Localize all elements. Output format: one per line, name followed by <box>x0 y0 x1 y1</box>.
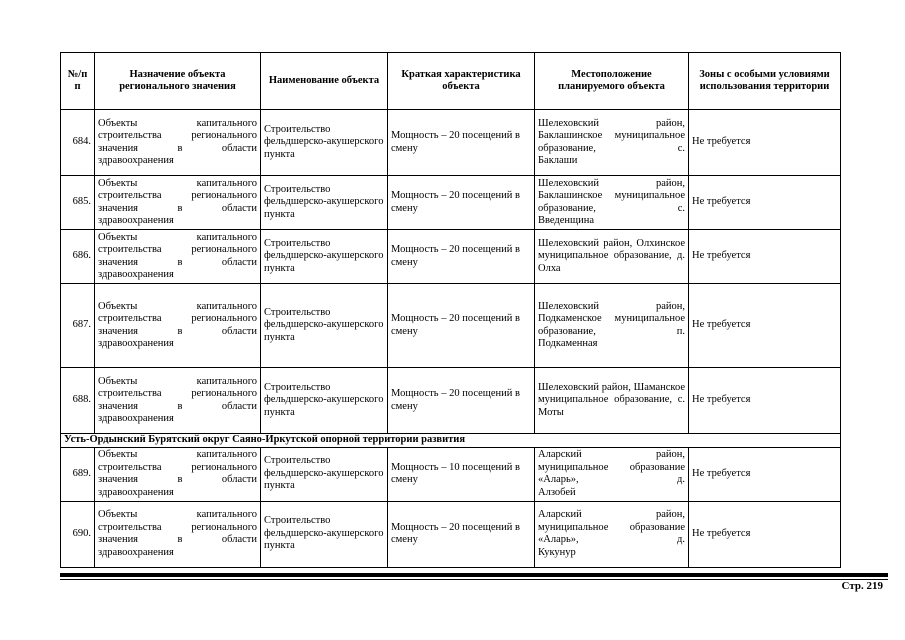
row-number: 686. <box>61 230 95 284</box>
row-name: Строительство фельдшерско-акушерского пункта <box>261 176 388 230</box>
row-purpose: Объекты капитального строительства регионального значения в области здравоохранения <box>95 176 261 230</box>
row-zone: Не требуется <box>689 284 841 368</box>
row-location: Аларский район, муниципальное образование «Аларь», д. Алзобей <box>535 447 689 501</box>
row-zone: Не требуется <box>689 176 841 230</box>
table-row <box>61 176 841 230</box>
row-purpose: Объекты капитального строительства регионального значения в области здравоохранения <box>95 447 261 501</box>
header-name: Наименование объекта <box>261 53 388 110</box>
row-characteristic: Мощность – 20 посещений в смену <box>388 284 535 368</box>
row-number: 688. <box>61 368 95 434</box>
row-location: Шелеховский район, Олхинское муниципальное образование, д. Олха <box>535 230 689 284</box>
objects-table <box>60 52 841 568</box>
row-name: Строительство фельдшерско-акушерского пункта <box>261 501 388 567</box>
row-name: Строительство фельдшерско-акушерского пункта <box>261 368 388 434</box>
header-zone: Зоны с особыми условиями использования территории <box>689 53 841 110</box>
row-name: Строительство фельдшерско-акушерского пункта <box>261 284 388 368</box>
row-characteristic: Мощность – 20 посещений в смену <box>388 501 535 567</box>
row-zone: Не требуется <box>689 501 841 567</box>
row-name: Строительство фельдшерско-акушерского пункта <box>261 447 388 501</box>
row-name: Строительство фельдшерско-акушерского пункта <box>261 230 388 284</box>
row-characteristic: Мощность – 10 посещений в смену <box>388 447 535 501</box>
header-purpose: Назначение объекта регионального значения <box>95 53 261 110</box>
footer-rule-thick <box>60 573 888 577</box>
header-char: Краткая характеристика объекта <box>388 53 535 110</box>
row-purpose: Объекты капитального строительства регионального значения в области здравоохранения <box>95 501 261 567</box>
row-number: 690. <box>61 501 95 567</box>
row-number: 687. <box>61 284 95 368</box>
row-characteristic: Мощность – 20 посещений в смену <box>388 368 535 434</box>
table-row <box>61 501 841 567</box>
table-row <box>61 447 841 501</box>
row-location: Шелеховский район, Подкаменское муниципальное образование, п. Подкаменная <box>535 284 689 368</box>
table-header-row <box>61 53 841 110</box>
row-characteristic: Мощность – 20 посещений в смену <box>388 110 535 176</box>
section-title: Усть-Ордынский Бурятский округ Саяно-Иркутской опорной территории развития <box>61 434 841 448</box>
row-characteristic: Мощность – 20 посещений в смену <box>388 176 535 230</box>
header-num: №/п п <box>61 53 95 110</box>
row-name: Строительство фельдшерско-акушерского пункта <box>261 110 388 176</box>
row-location: Шелеховский район, Шаманское муниципальное образование, с. Моты <box>535 368 689 434</box>
page-number: Стр. 219 <box>841 580 883 592</box>
row-location: Аларский район, муниципальное образование «Аларь», д. Кукунур <box>535 501 689 567</box>
row-number: 684. <box>61 110 95 176</box>
row-zone: Не требуется <box>689 110 841 176</box>
row-number: 685. <box>61 176 95 230</box>
header-location: Местоположение планируемого объекта <box>535 53 689 110</box>
row-zone: Не требуется <box>689 368 841 434</box>
table-row <box>61 368 841 434</box>
row-purpose: Объекты капитального строительства регионального значения в области здравоохранения <box>95 230 261 284</box>
table-row <box>61 110 841 176</box>
row-location: Шелеховский район, Баклашинское муниципальное образование, с. Введенщина <box>535 176 689 230</box>
row-location: Шелеховский район, Баклашинское муниципальное образование, с. Баклаши <box>535 110 689 176</box>
row-purpose: Объекты капитального строительства регионального значения в области здравоохранения <box>95 368 261 434</box>
row-characteristic: Мощность – 20 посещений в смену <box>388 230 535 284</box>
footer-rule-thin <box>60 579 888 580</box>
row-number: 689. <box>61 447 95 501</box>
row-purpose: Объекты капитального строительства регионального значения в области здравоохранения <box>95 110 261 176</box>
row-zone: Не требуется <box>689 230 841 284</box>
row-zone: Не требуется <box>689 447 841 501</box>
section-row <box>61 434 841 448</box>
table-row <box>61 284 841 368</box>
table-row <box>61 230 841 284</box>
row-purpose: Объекты капитального строительства регионального значения в области здравоохранения <box>95 284 261 368</box>
